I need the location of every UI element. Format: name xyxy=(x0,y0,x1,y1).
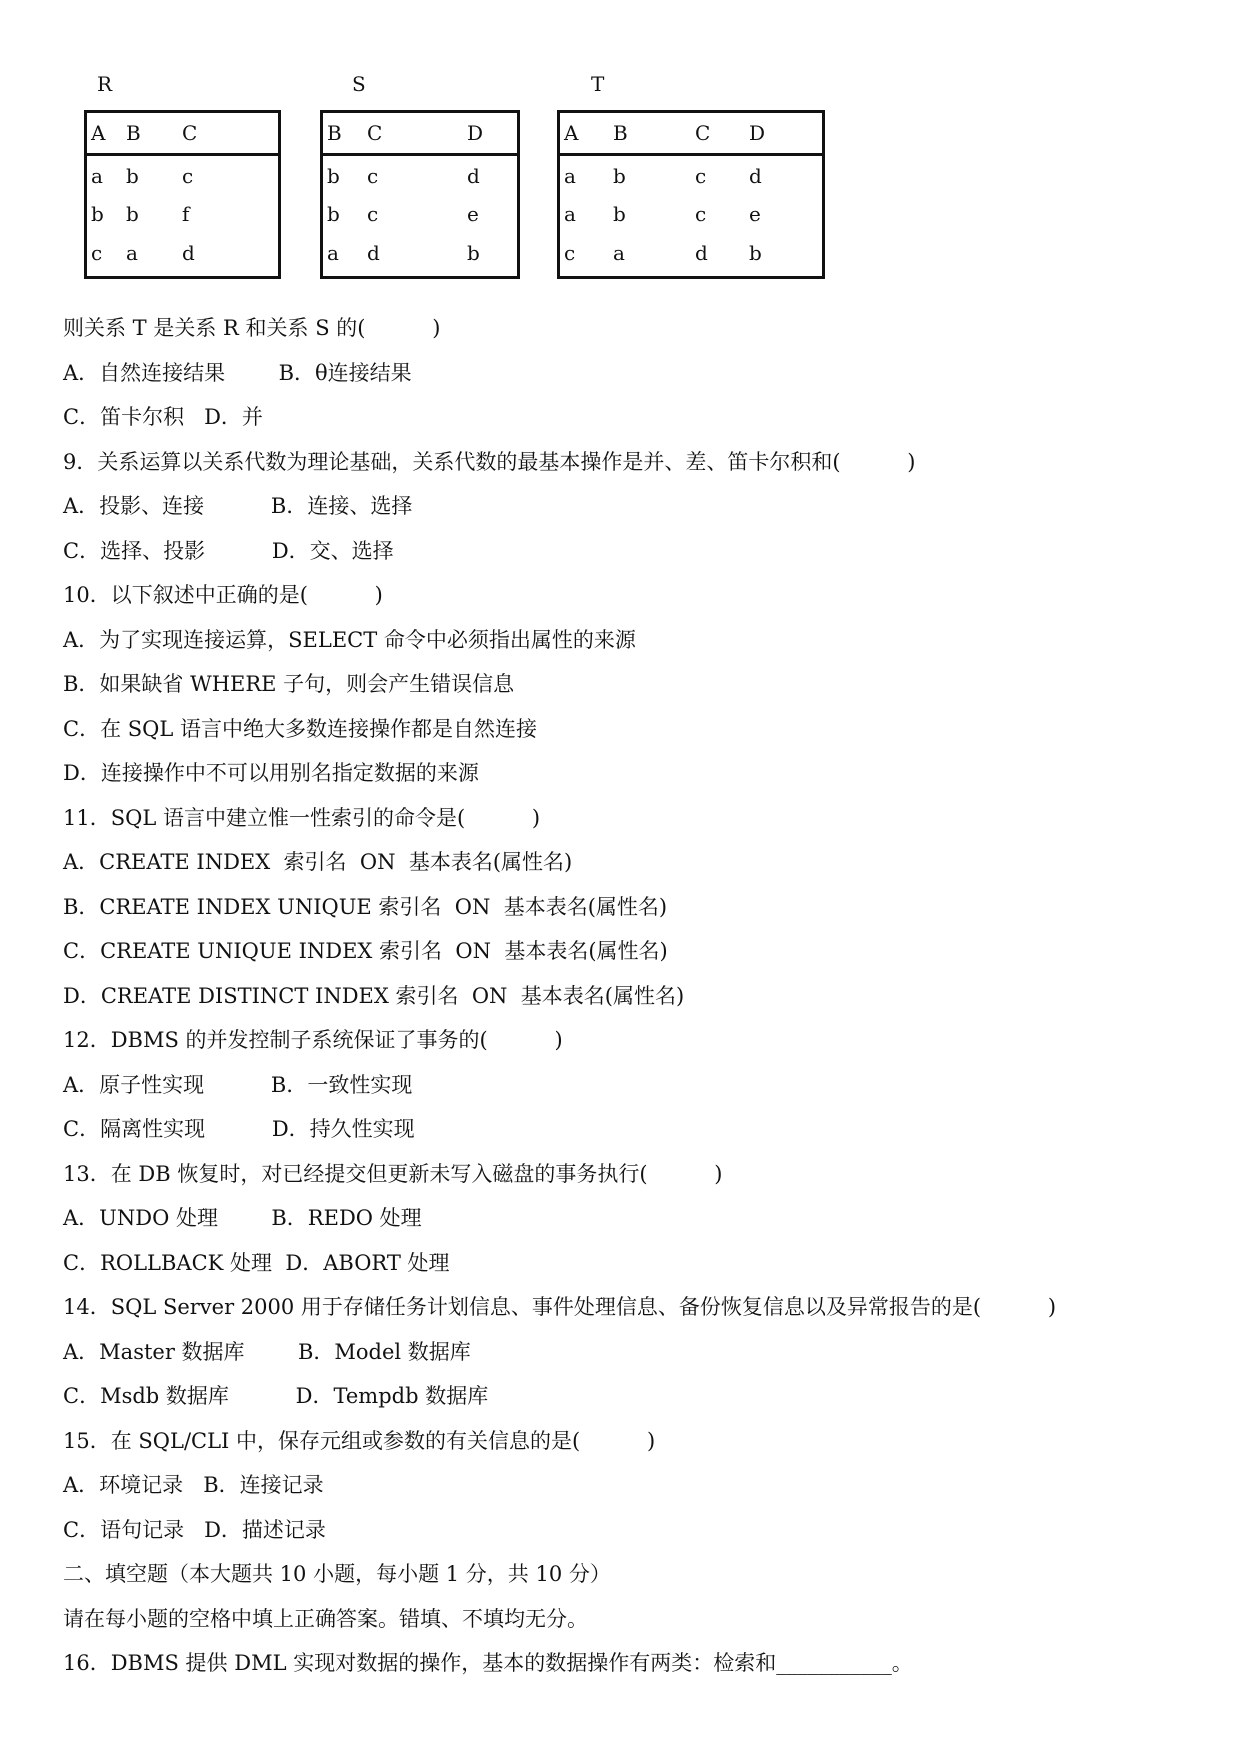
relation-t-header xyxy=(560,113,822,156)
option-line: A．原子性实现 B．一致性实现 xyxy=(63,1073,413,1097)
question-16: 16．DBMS 提供 DML 实现对数据的操作，基本的数据操作有两类：检索和___________。 xyxy=(63,1651,913,1675)
header-cell: C xyxy=(367,121,383,145)
table-cell: d xyxy=(367,241,380,265)
header-cell: C xyxy=(695,121,711,145)
section-heading: 二、填空题（本大题共 10 小题，每小题 1 分，共 10 分） xyxy=(63,1562,611,1586)
relation-s-body xyxy=(323,156,517,276)
table-cell: d xyxy=(467,164,480,188)
table-cell: c xyxy=(91,241,103,265)
table-cell: f xyxy=(182,202,190,226)
option-line: C．语句记录 D．描述记录 xyxy=(63,1518,326,1542)
header-cell: A xyxy=(91,121,106,145)
option-line: D．连接操作中不可以用别名指定数据的来源 xyxy=(63,761,479,785)
option-line: A．投影、连接 B．连接、选择 xyxy=(63,494,413,518)
table-cell: a xyxy=(564,202,576,226)
table-cell: e xyxy=(749,202,761,226)
header-cell: D xyxy=(467,121,484,145)
table-cell: c xyxy=(695,164,707,188)
option-line: D．CREATE DISTINCT INDEX 索引名 ON 基本表名(属性名) xyxy=(63,984,685,1008)
table-cell: a xyxy=(327,241,339,265)
table-cell: c xyxy=(367,202,379,226)
question-12: 12．DBMS 的并发控制子系统保证了事务的( ) xyxy=(63,1028,563,1052)
header-cell: B xyxy=(126,121,141,145)
table-cell: c xyxy=(564,241,576,265)
section-instructions: 请在每小题的空格中填上正确答案。错填、不填均无分。 xyxy=(63,1607,588,1631)
option-line: C．ROLLBACK 处理 D．ABORT 处理 xyxy=(63,1251,450,1275)
option-line: C．笛卡尔积 D．并 xyxy=(63,405,263,429)
table-cell: a xyxy=(126,241,138,265)
table-cell: c xyxy=(695,202,707,226)
table-cell: b xyxy=(327,202,340,226)
question-10: 10．以下叙述中正确的是( ) xyxy=(63,583,383,607)
option-line: A．环境记录 B．连接记录 xyxy=(63,1473,324,1497)
header-cell: B xyxy=(327,121,342,145)
table-cell: b xyxy=(126,202,139,226)
option-line: C．Msdb 数据库 D．Tempdb 数据库 xyxy=(63,1384,489,1408)
relation-s-header xyxy=(323,113,517,156)
header-cell: B xyxy=(613,121,628,145)
table-cell: b xyxy=(613,202,626,226)
table-cell: b xyxy=(327,164,340,188)
option-line: B．如果缺省 WHERE 子句，则会产生错误信息 xyxy=(63,672,515,696)
option-line: C．CREATE UNIQUE INDEX 索引名 ON 基本表名(属性名) xyxy=(63,939,668,963)
question-14: 14．SQL Server 2000 用于存储任务计划信息、事件处理信息、备份恢复信息以及异常报告的是( ) xyxy=(63,1295,1057,1319)
option-line: A．Master 数据库 B．Model 数据库 xyxy=(63,1340,471,1364)
table-cell: b xyxy=(749,241,762,265)
table-cell: a xyxy=(564,164,576,188)
relation-s-table xyxy=(320,110,520,279)
option-line: A．CREATE INDEX 索引名 ON 基本表名(属性名) xyxy=(63,850,573,874)
table-cell: e xyxy=(467,202,479,226)
relation-r-body xyxy=(87,156,278,276)
relation-t-body xyxy=(560,156,822,276)
table-cell: b xyxy=(91,202,104,226)
table-cell: d xyxy=(182,241,195,265)
table-cell: d xyxy=(749,164,762,188)
option-line: A．为了实现连接运算，SELECT 命令中必须指出属性的来源 xyxy=(63,628,636,652)
header-cell: C xyxy=(182,121,198,145)
header-cell: A xyxy=(564,121,579,145)
table-cell: a xyxy=(91,164,103,188)
table-cell: c xyxy=(182,164,194,188)
option-line: A．自然连接结果 B．θ连接结果 xyxy=(63,361,412,385)
table-cell: d xyxy=(695,241,708,265)
table-cell: b xyxy=(613,164,626,188)
question-15: 15．在 SQL/CLI 中，保存元组或参数的有关信息的是( ) xyxy=(63,1429,656,1453)
option-line: C．在 SQL 语言中绝大多数连接操作都是自然连接 xyxy=(63,717,537,741)
question-13: 13．在 DB 恢复时，对已经提交但更新未写入磁盘的事务执行( ) xyxy=(63,1162,723,1186)
relation-name-s: S xyxy=(352,72,366,96)
option-line: C．隔离性实现 D．持久性实现 xyxy=(63,1117,415,1141)
relation-name-t: T xyxy=(591,72,605,96)
relation-r-table xyxy=(84,110,281,279)
question-stem: 则关系 T 是关系 R 和关系 S 的( ) xyxy=(63,316,441,340)
table-cell: a xyxy=(613,241,625,265)
table-cell: b xyxy=(126,164,139,188)
table-cell: c xyxy=(367,164,379,188)
option-line: C．选择、投影 D．交、选择 xyxy=(63,539,394,563)
option-line: A．UNDO 处理 B．REDO 处理 xyxy=(63,1206,422,1230)
relation-name-r: R xyxy=(97,72,113,96)
table-cell: b xyxy=(467,241,480,265)
option-line: B．CREATE INDEX UNIQUE 索引名 ON 基本表名(属性名) xyxy=(63,895,668,919)
question-9: 9．关系运算以关系代数为理论基础，关系代数的最基本操作是并、差、笛卡尔积和( ) xyxy=(63,450,916,474)
header-cell: D xyxy=(749,121,766,145)
relation-t-table xyxy=(557,110,825,279)
relation-r-header xyxy=(87,113,278,156)
question-11: 11．SQL 语言中建立惟一性索引的命令是( ) xyxy=(63,806,541,830)
